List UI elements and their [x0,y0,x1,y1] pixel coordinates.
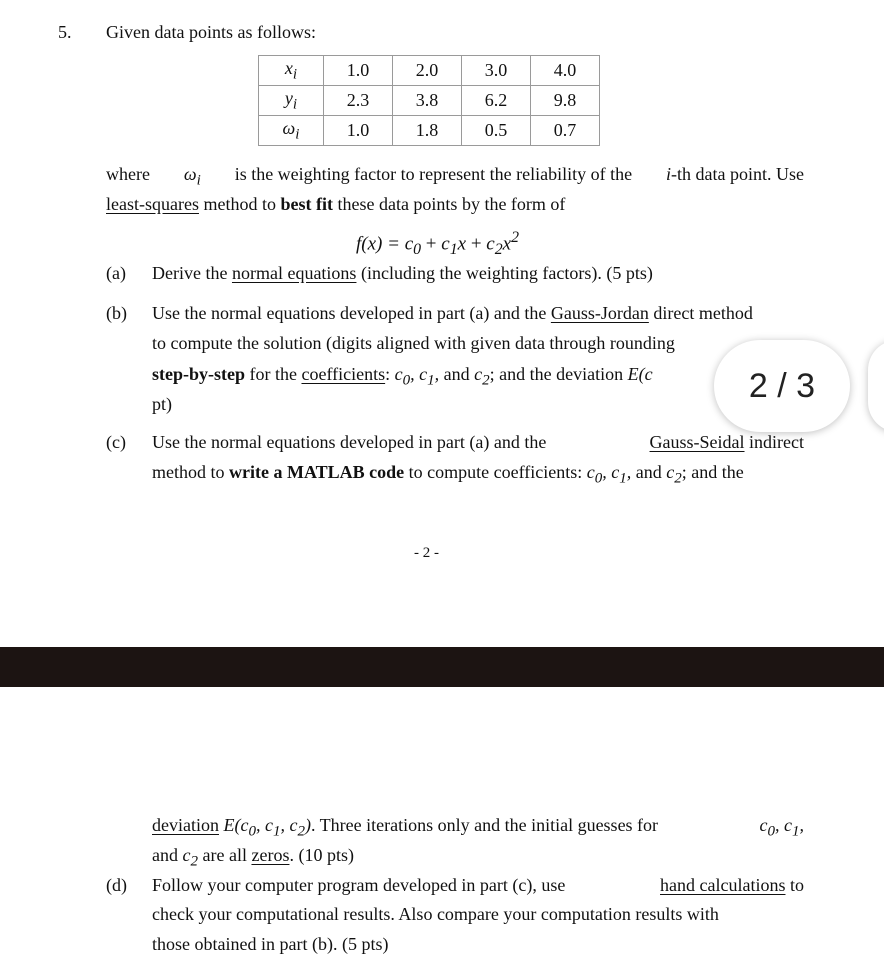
table-cell: 2.0 [393,56,462,86]
part-c-continued-line-2: and $c_2$ are all zeros. (10 pts) [152,845,354,870]
problem-number: 5. [58,22,72,42]
table-cell: 3.8 [393,86,462,116]
part-b-line-3: step-by-step for the coefficients: $c_0$, $c_1$, and $c_2$; and the deviation E(c [152,364,653,389]
table-cell: 4.0 [531,56,600,86]
model-formula: $f(x) = c_0 + c_1x + c_2x^2$ [356,229,519,259]
part-b-line-4: pt) [152,394,172,414]
table-row [259,116,600,146]
problem-intro: Given data points as follows: [106,22,316,42]
row-header-omega: $\omega_i$ [259,116,324,146]
data-table [258,55,600,146]
part-b-line-1: Use the normal equations developed in part (a) and the Gauss-Jordan direct method [152,303,753,323]
table-cell: 1.0 [324,116,393,146]
part-c-label: (c) [106,432,126,452]
table-cell: 0.7 [531,116,600,146]
part-b-line-2: to compute the solution (digits aligned with given data through rounding [152,333,675,353]
part-a-label: (a) [106,263,126,283]
table-cell: 3.0 [462,56,531,86]
table-row [259,56,600,86]
part-d-line-2: check your computational results. Also compare your computation results with [152,904,719,924]
row-header-x: $x_i$ [259,56,324,86]
page-indicator-badge[interactable]: 2 / 3 [714,340,850,432]
table-cell: 0.5 [462,116,531,146]
part-d-line-1: Follow your computer program developed in part (c), use hand calculations to [152,875,804,895]
table-row [259,86,600,116]
part-c-line-1: Use the normal equations developed in part (a) and the Gauss-Seidal indirect [152,432,804,452]
row-header-y: $y_i$ [259,86,324,116]
part-a-text: Derive the normal equations (including the weighting factors). (5 pts) [152,263,653,283]
description-line-2: least-squares method to best fit these data points by the form of [106,194,566,214]
part-d-label: (d) [106,875,127,895]
part-c-line-2: method to write a MATLAB code to compute coefficients: $c_0$, $c_1$, and $c_2$; and the [152,462,744,487]
table-cell: 1.0 [324,56,393,86]
description-line-1: where $\omega_i$ is the weighting factor to represent the reliability of the i-th data point. Use [106,164,804,189]
part-b-label: (b) [106,303,127,323]
table-cell: 1.8 [393,116,462,146]
table-cell: 2.3 [324,86,393,116]
table-cell: 9.8 [531,86,600,116]
page-number: - 2 - [414,545,439,561]
table-cell: 6.2 [462,86,531,116]
side-scroll-button[interactable] [868,340,884,432]
part-c-continued-line-1: deviation $E(c_0$, $c_1$, $c_2$). Three iterations only and the initial guesses for $c_0$, $c_1$, [152,815,804,840]
part-d-line-3: those obtained in part (b). (5 pts) [152,934,389,954]
page-divider [0,647,884,687]
